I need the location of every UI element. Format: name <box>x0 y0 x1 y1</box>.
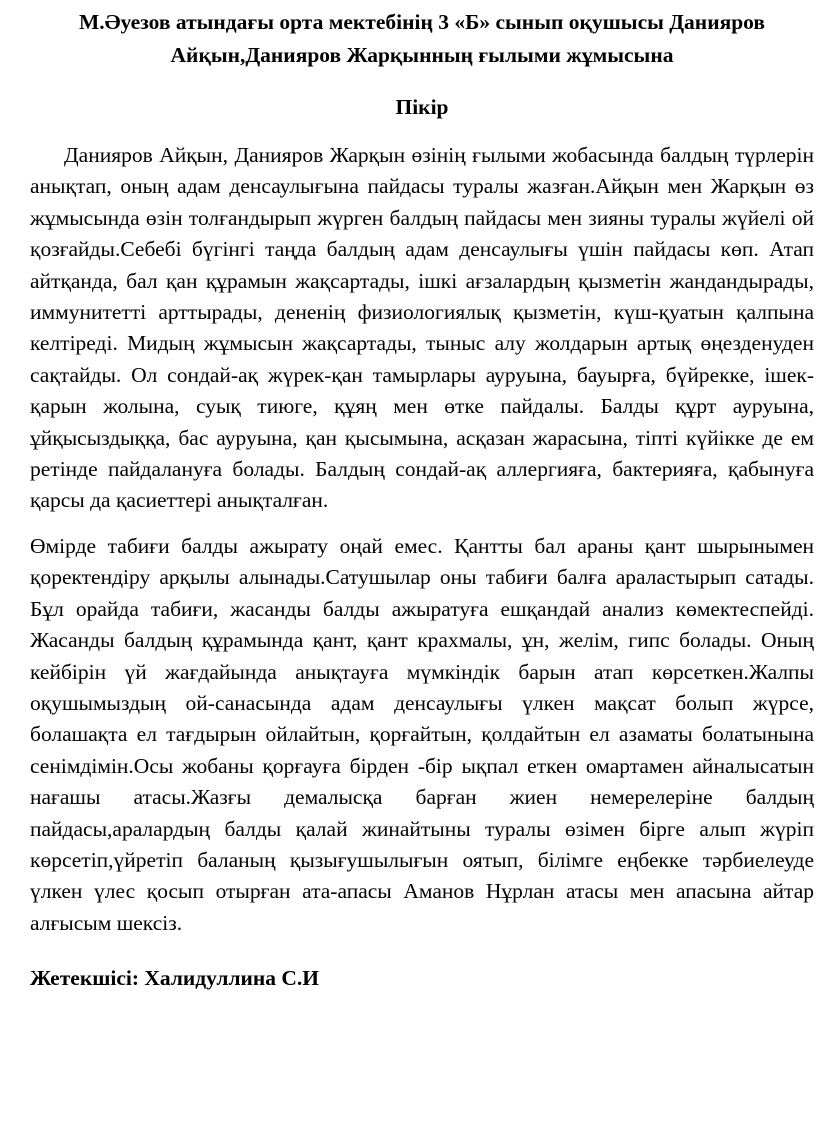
body-paragraph-2: Өмірде табиғи балды ажырату оңай емес. Қантты бал араны қант шырынымен қоректендіру арқылы алынады.Сатушылар оны табиғи балға араластырып сатады. Бұл орайда табиғи, жасанды балды ажыратуға ешқандай анализ көмектеспейді. Жасанды балдың құрамында қант, қант крахмалы, ұн, желім, гипс болады. Оның кейбірін үй жағдайында анықтауға мүмкіндік барын атап көрсеткен.Жалпы оқушымыздың ой-санасында адам денсаулығы үлкен мақсат болып жүрсе, болашақта ел тағдырын ойлайтын, қорғайтын, қолдайтын ел азаматы болатынына сенімдімін.Осы жобаны қорғауға бірден -бір ықпал еткен омартамен айналысатын нағашы атасы.Жазғы демалысқа барған жиен немерелеріне балдың пайдасы,аралардың балды қалай жинайтыны туралы өзімен бірге алып жүріп көрсетіп,үйретіп баланың қызығушылығын оятып, білімге еңбекке тәрбиелеуде үлкен үлес қосып отырған ата-апасы Аманов Нұрлан атасы мен апасына айтар алғысым шексіз. <box>30 533 814 935</box>
document-page <box>30 6 814 993</box>
supervisor-line: Жетекшісі: Халидуллина С.И <box>30 966 320 991</box>
body-paragraph-1: Данияров Айқын, Данияров Жарқын өзінің ғылыми жобасында балдың түрлерін анықтап, оның адам денсаулығына пайдасы туралы жазған.Айқын мен Жарқын өз жұмысында өзін толғандырып жүрген балдың пайдасы мен зияны туралы жүйелі ой қозғайды.Себебі бүгінгі таңда балдың адам денсаулығы үшін пайдасы көп. Атап айтқанда, бал қан құрамын жақсартады, ішкі ағзалардың қызметін жандандырады, иммунитетті арттырады, дененің физиологиялық қызметін, күш-қуатын қалпына келтіреді. Мидың жұмысын жақсартады, тыныс алу жолдарын артық өңезденуден сақтайды. Ол сондай-ақ жүрек-қан тамырлары ауруына, бауырға, бүйрекке, ішек-қарын жолына, суық тиюге, құяң мен өтке пайдалы. Балды құрт ауруына, ұйқысыздыққа, бас ауруына, қан қысымына, асқазан жарасына, тіпті күйікке де ем ретінде пайдалануға болады. Балдың сондай-ақ аллергияға, бактерияға, қабынуға қарсы да қасиеттері анықталған. <box>30 143 814 513</box>
document-title: М.Әуезов атындағы орта мектебінің 3 «Б» сынып оқушысы Данияров Айқын,Данияров Жарқынның ғылыми жұмысына <box>78 10 766 67</box>
review-heading: Пікір <box>395 95 449 119</box>
